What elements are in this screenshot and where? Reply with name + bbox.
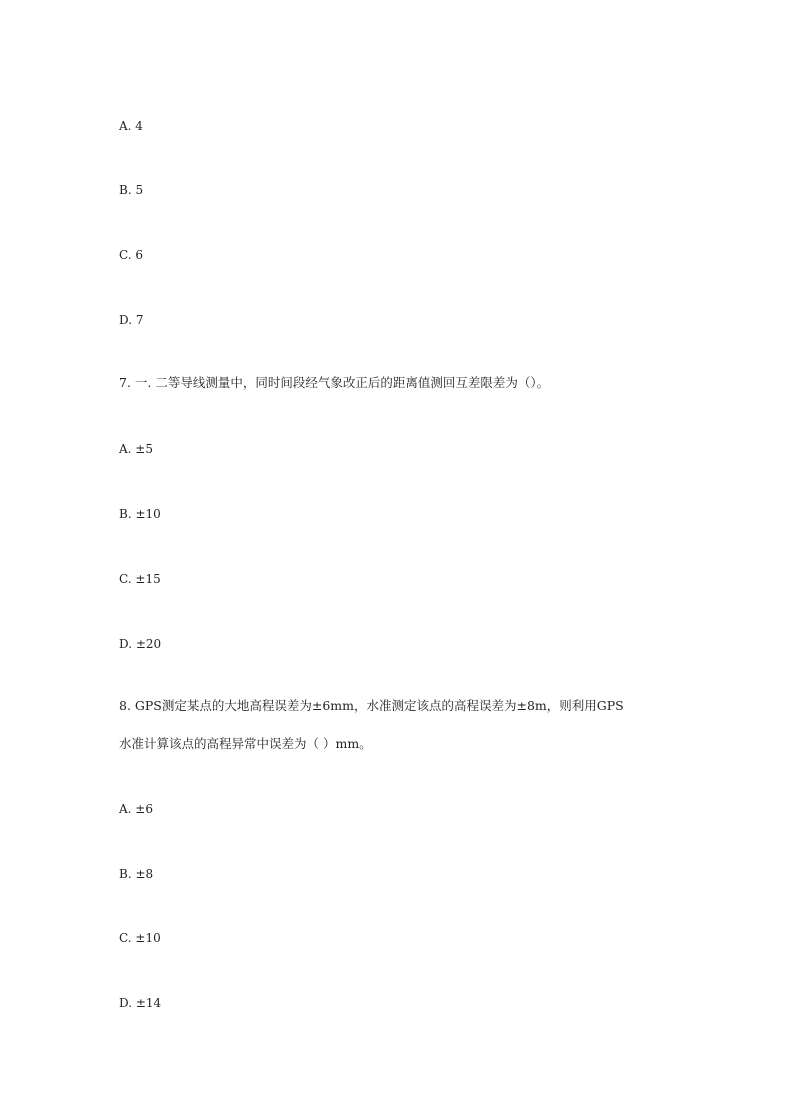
question-8-option-b: B. ±8 [119, 867, 154, 881]
question-7-text: 7. 一. 二等导线测量中，同时间段经气象改正后的距离值测回互差限差为（）。 [119, 375, 550, 390]
question-8-text-line-2: 水准计算该点的高程异常中误差为（ ）mm。 [119, 736, 372, 751]
option-c: C. 6 [119, 248, 144, 262]
question-8-option-a: A. ±6 [119, 802, 153, 816]
question-7-option-c: C. ±15 [119, 572, 161, 586]
question-7-option-d: D. ±20 [119, 637, 162, 651]
option-b: B. 5 [119, 183, 144, 197]
question-7-option-a: A. ±5 [119, 442, 153, 456]
question-8-text-line-1: 8. GPS测定某点的大地高程误差为±6mm，水准测定该点的高程误差为±8m，则利用GPS [119, 698, 624, 713]
question-7-option-b: B. ±10 [119, 507, 161, 521]
option-a: A. 4 [119, 119, 143, 133]
question-8-option-c: C. ±10 [119, 931, 161, 945]
option-d: D. 7 [119, 313, 144, 327]
question-8-option-d: D. ±14 [119, 996, 162, 1010]
